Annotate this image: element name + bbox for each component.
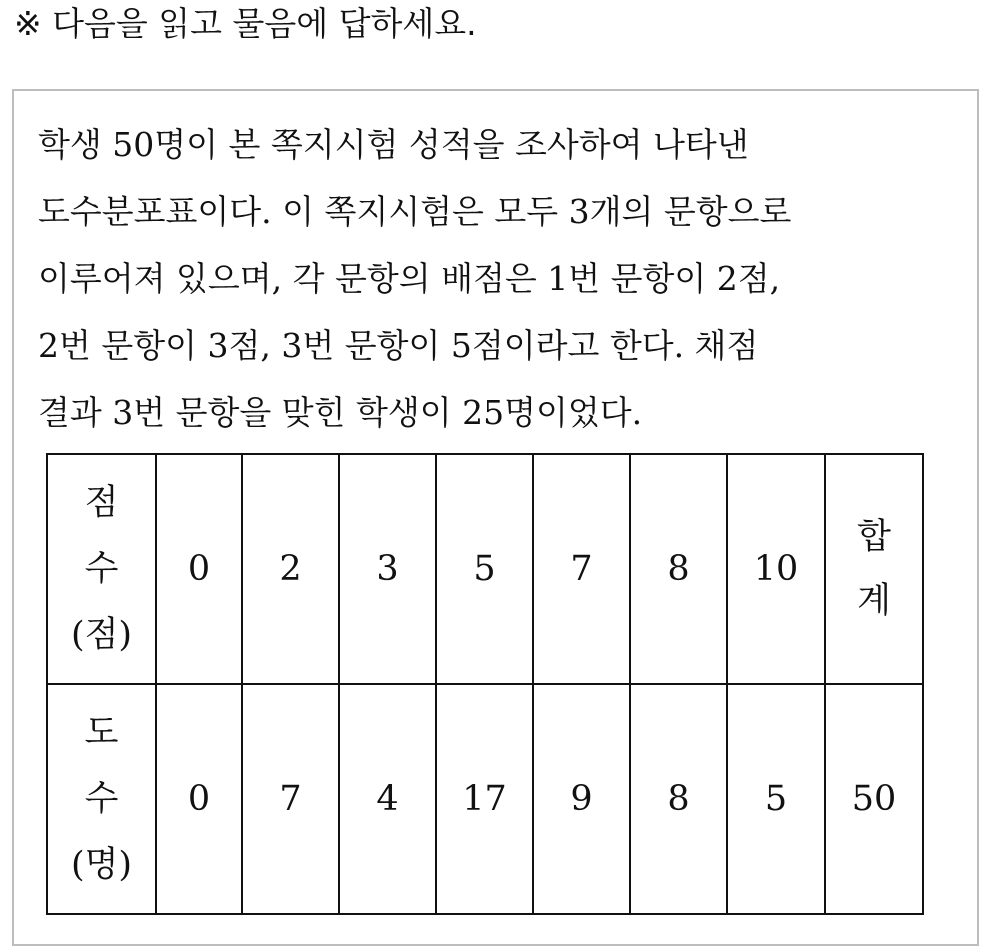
passage-line: 도수분포표이다. 이 쪽지시험은 모두 3개의 문항으로	[38, 192, 792, 231]
count-header-char: 수	[84, 779, 119, 819]
score-cell: 0	[156, 454, 242, 684]
count-header-unit: (명)	[70, 845, 133, 885]
score-cell: 3	[339, 454, 436, 684]
score-header-char: 수	[84, 549, 119, 589]
passage-line: 이루어져 있으며, 각 문항의 배점은 1번 문항이 2점,	[38, 259, 781, 298]
count-row	[47, 684, 923, 914]
score-row	[47, 454, 923, 684]
score-header-cell	[47, 454, 156, 684]
total-value-cell: 50	[825, 684, 923, 914]
passage-line: 학생 50명이 본 쪽지시험 성적을 조사하여 나타낸	[38, 125, 749, 164]
score-header-unit: (점)	[70, 615, 133, 655]
count-cell: 7	[242, 684, 339, 914]
total-header-cell	[825, 454, 923, 684]
count-cell: 8	[630, 684, 727, 914]
passage-line: 결과 3번 문항을 맞힌 학생이 25명이었다.	[38, 393, 643, 432]
score-header-char: 점	[84, 483, 119, 523]
passage-line: 2번 문항이 3점, 3번 문항이 5점이라고 한다. 채점	[38, 326, 759, 365]
count-cell: 0	[156, 684, 242, 914]
frequency-table	[46, 453, 924, 915]
score-cell: 5	[436, 454, 533, 684]
score-cell: 2	[242, 454, 339, 684]
problem-passage	[38, 111, 968, 446]
count-cell: 17	[436, 684, 533, 914]
count-cell: 4	[339, 684, 436, 914]
score-cell: 7	[533, 454, 630, 684]
total-header-char: 계	[857, 581, 891, 621]
count-header-cell	[47, 684, 156, 914]
count-cell: 9	[533, 684, 630, 914]
score-cell: 8	[630, 454, 727, 684]
count-cell: 5	[727, 684, 825, 914]
count-header-char: 도	[84, 713, 119, 753]
instruction-text: ※ 다음을 읽고 물음에 답하세요.	[14, 4, 477, 43]
total-header-char: 합	[857, 517, 891, 557]
problem-box	[12, 89, 979, 946]
score-cell: 10	[727, 454, 825, 684]
